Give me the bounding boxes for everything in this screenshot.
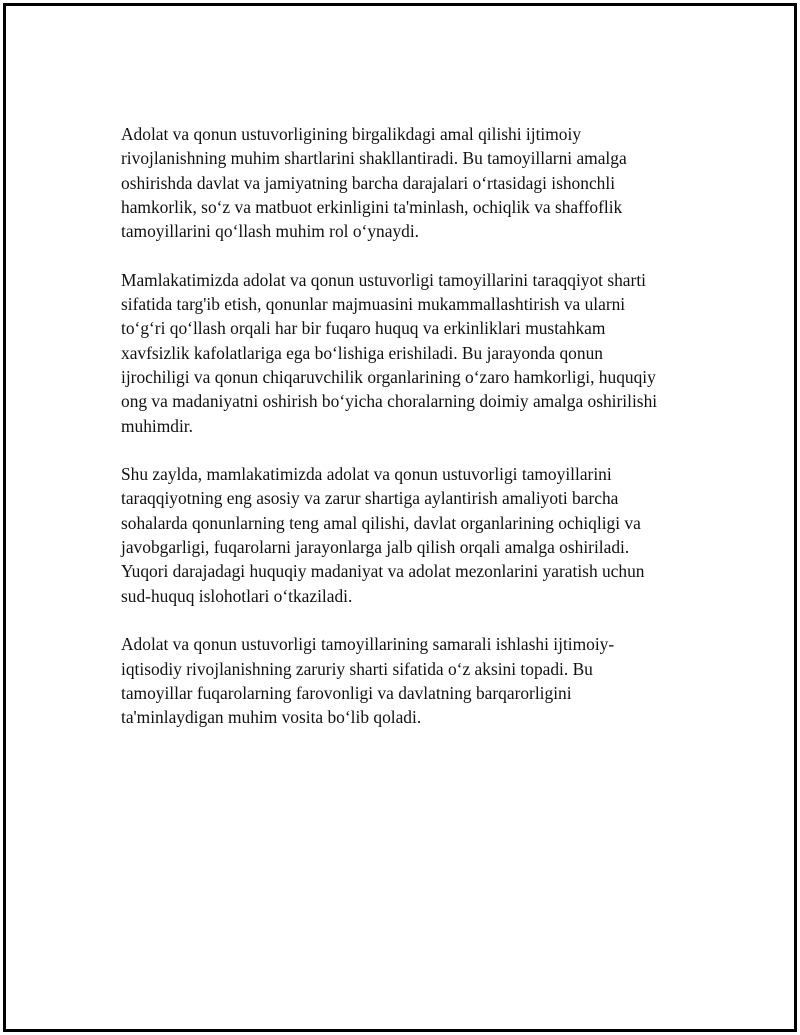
paragraph-3: Shu zaylda, mamlakatimizda adolat va qonun ustuvorligi tamoyillarini taraqqiyotning eng asosiy va zarur shartiga aylantirish amaliyoti barcha sohalarda qonunlarning teng amal qilishi, davlat organlarining ochiqligi va javobgarligi, fuqarolarni jarayonlarga jalb qilish orqali amalga oshiriladi. Yuqori darajadagi huquqiy madaniyat va adolat mezonlarini yaratish uchun sud-huquq islohotlari o‘tkaziladi.: [121, 464, 645, 606]
paragraph-1: Adolat va qonun ustuvorligining birgalikdagi amal qilishi ijtimoiy rivojlanishning muhim shartlarini shakllantiradi. Bu tamoyillarni amalga oshirishda davlat va jamiyatning barcha darajalari o‘rtasidagi ishonchli hamkorlik, so‘z va matbuot erkinligini ta'minlash, ochiqlik va shaffoflik tamoyillarini qo‘llash muhim rol o‘ynaydi.: [121, 124, 627, 242]
document-body: [121, 122, 681, 754]
paragraph-4: Adolat va qonun ustuvorligi tamoyillarining samarali ishlashi ijtimoiy- iqtisodiy rivojlanishning zaruriy sharti sifatida o‘z aksini topadi. Bu tamoyillar fuqarolarning farovonligi va davlatning barqarorligini ta'minlaydigan muhim vosita bo‘lib qoladi.: [121, 634, 615, 728]
page-frame: [3, 3, 797, 1032]
paragraph-2: Mamlakatimizda adolat va qonun ustuvorligi tamoyillarini taraqqiyot sharti sifatida targ'ib etish, qonunlar majmuasini mukammallashtirish va ularni to‘g‘ri qo‘llash orqali har bir fuqaro huquq va erkinliklari mustahkam xavfsizlik kafolatlariga ega bo‘lishiga erishiladi. Bu jarayonda qonun ijrochiligi va qonun chiqaruvchilik organlarining o‘zaro hamkorligi, huquqiy ong va madaniyatni oshirish bo‘yicha choralarning doimiy amalga oshirilishi muhimdir.: [121, 269, 658, 436]
